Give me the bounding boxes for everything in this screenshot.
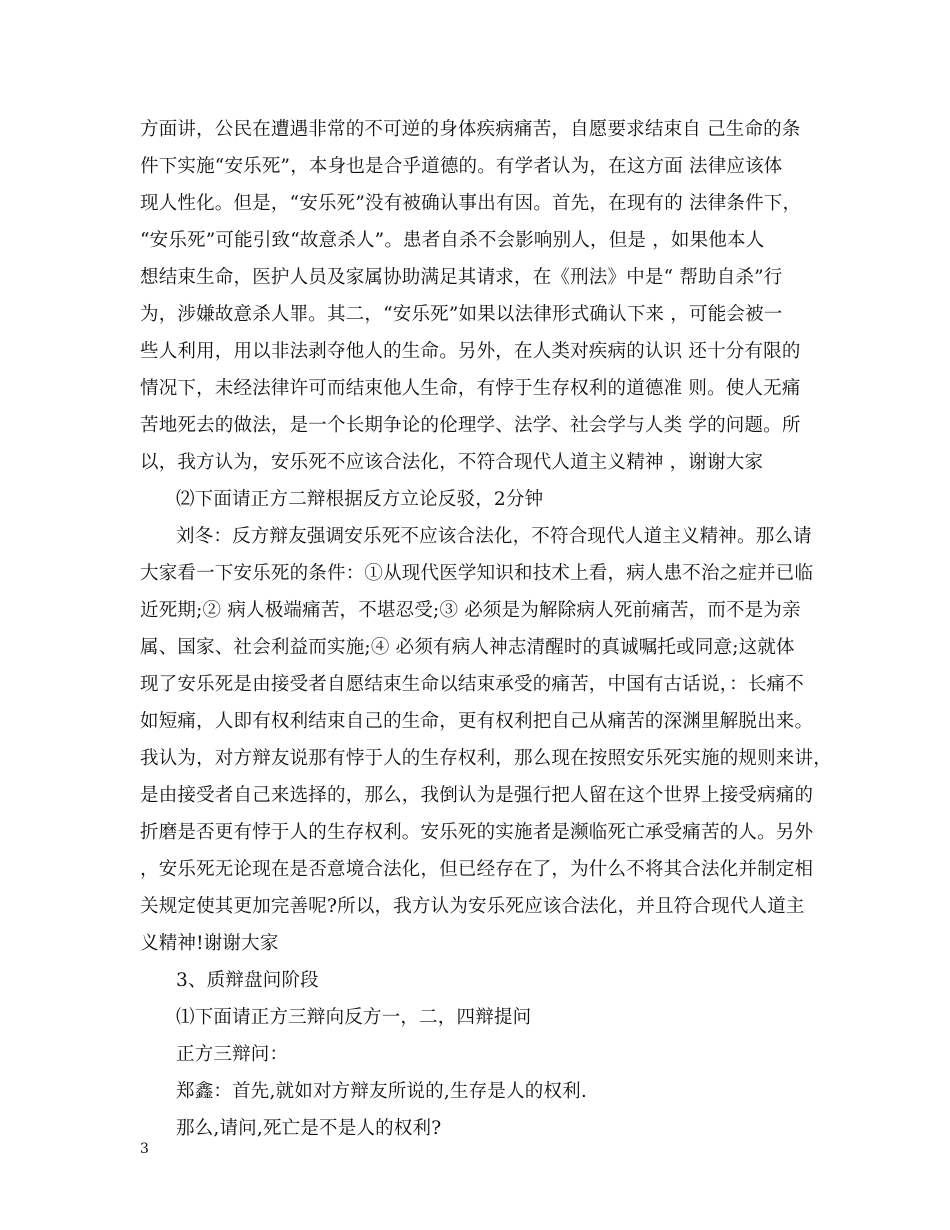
paragraph-line: 近死期;② 病人极端痛苦，不堪忍受;③ 必须是为解除病人死前痛苦，而不是为亲 (140, 600, 801, 621)
paragraph-line: 现人性化。但是，“安乐死”没有被确认事出有因。首先，在现有的 法律条件下， (140, 193, 802, 214)
paragraph-line: 郑鑫：首先,就如对方辩友所说的,生存是人的权利. (176, 1081, 587, 1102)
section-heading: 3、质辩盘问阶段 (176, 970, 319, 991)
paragraph-line: 情况下，未经法律许可而结束他人生命，有悖于生存权利的道德准 则。使人无痛 (140, 378, 801, 399)
paragraph-line: 我认为，对方辩友说那有悖于人的生存权利，那么现在按照安乐死实施的规则来讲， (140, 748, 832, 769)
paragraph-line: 些人利用，用以非法剥夺他人的生命。另外，在人类对疾病的认识 还十分有限的 (140, 341, 801, 362)
paragraph-line: 现了安乐死是由接受者自愿结束生命以结束承受的痛苦，中国有古话说，：长痛不 (140, 674, 804, 695)
paragraph-line: 大家看一下安乐死的条件：①从现代医学知识和技术上看，病人患不治之症并已临 (140, 563, 814, 584)
paragraph-line: 义精神!谢谢大家 (140, 933, 279, 954)
paragraph-line: 件下实施“安乐死”，本身也是合乎道德的。有学者认为，在这方面 法律应该体 (140, 156, 783, 177)
section-heading: ⑵下面请正方二辩根据反方立论反驳，2分钟 (176, 489, 544, 510)
paragraph-line: 折磨是否更有悖于人的生存权利。安乐死的实施者是濒临死亡承受痛苦的人。另外 (140, 822, 814, 843)
speaker-label: 正方三辩问： (176, 1044, 289, 1065)
page-number: 3 (140, 1141, 149, 1157)
paragraph-line: 为，涉嫌故意杀人罪。其二，“安乐死”如果以法律形式确认下来 ，可能会被一 (140, 304, 783, 325)
paragraph-line: ，安乐死无论现在是否意境合法化，但已经存在了，为什么不将其合法化并制定相 (140, 859, 814, 880)
paragraph-line: 以，我方认为，安乐死不应该合法化，不符合现代人道主义精神 ，谢谢大家 (140, 452, 764, 473)
paragraph-line: 刘冬：反方辩友强调安乐死不应该合法化，不符合现代人道主义精神。那么请 (176, 526, 812, 547)
paragraph-line: 方面讲，公民在遭遇非常的不可逆的身体疾病痛苦，自愿要求结束自 己生命的条 (140, 119, 801, 140)
paragraph-line: 如短痛，人即有权利结束自己的生命，更有权利把自己从痛苦的深渊里解脱出来。 (140, 711, 814, 732)
section-heading: ⑴下面请正方三辩向反方一，二，四辩提问 (176, 1007, 532, 1028)
paragraph-line: 想结束生命，医护人员及家属协助满足其请求，在《刑法》中是“ 帮助自杀”行 (140, 267, 783, 288)
paragraph-line: 关规定使其更加完善呢?所以，我方认为安乐死应该合法化，并且符合现代人道主 (140, 896, 805, 917)
paragraph-line: 是由接受者自己来选择的，那么，我倒认为是强行把人留在这个世界上接受病痛的 (140, 785, 814, 806)
paragraph-line: “安乐死”可能引致“故意杀人”。患者自杀不会影响别人，但是 ，如果他本人 (140, 230, 765, 251)
paragraph-line: 属、国家、社会利益而实施;④ 必须有病人神志清醒时的真诚嘱托或同意;这就体 (140, 637, 795, 658)
paragraph-line: 那么,请问,死亡是不是人的权利? (176, 1118, 442, 1139)
paragraph-line: 苦地死去的做法，是一个长期争论的伦理学、法学、社会学与人类 学的问题。所 (140, 415, 801, 436)
